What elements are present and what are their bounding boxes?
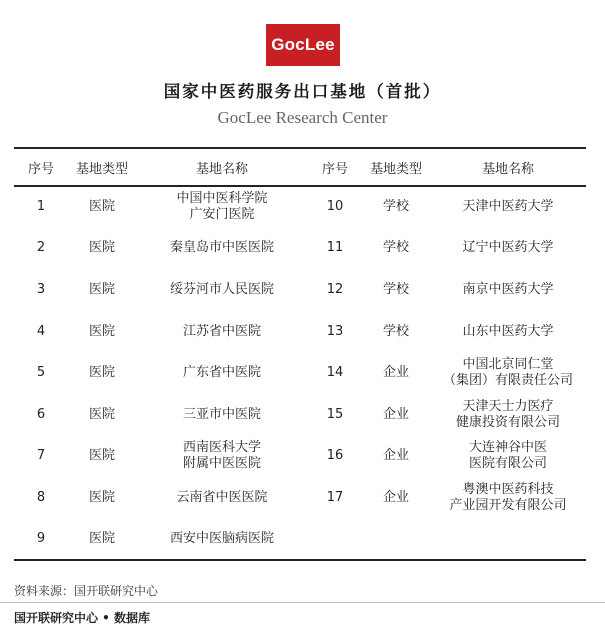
base-table-container bbox=[14, 147, 586, 561]
cell-name: 大连神谷中医 医院有限公司 bbox=[468, 440, 547, 472]
header-name-right: 基地名称 bbox=[430, 148, 586, 186]
cell-type: 学校 bbox=[382, 240, 409, 256]
cell-no: 4 bbox=[36, 323, 46, 339]
cell-type: 医院 bbox=[88, 489, 115, 505]
cell-no: 9 bbox=[14, 519, 68, 561]
footer-divider bbox=[0, 602, 605, 603]
source-note: 资料来源：国开联研究中心 bbox=[14, 584, 159, 598]
cell-name: 粤澳中医药科技 产业园开发有限公司 bbox=[449, 481, 567, 513]
table-row bbox=[14, 269, 586, 311]
header-no-right: 序号 bbox=[308, 148, 362, 186]
cell-name: 西南医科大学 附属中医医院 bbox=[182, 440, 261, 472]
cell-type: 医院 bbox=[88, 281, 115, 297]
cell-name: 广东省中医院 bbox=[182, 365, 261, 381]
cell-type: 企业 bbox=[382, 406, 409, 422]
header-name-left: 基地名称 bbox=[136, 148, 308, 186]
cell-type: 医院 bbox=[68, 519, 136, 561]
cell-name: 三亚市中医院 bbox=[182, 406, 261, 422]
cell-name: 江苏省中医院 bbox=[182, 323, 261, 339]
cell-no: 14 bbox=[326, 365, 344, 381]
table-row bbox=[14, 311, 586, 353]
cell-no: 10 bbox=[326, 199, 344, 215]
table-row bbox=[14, 436, 586, 478]
cell-name: 天津天士力医疗 健康投资有限公司 bbox=[455, 398, 560, 430]
cell-name: 中国北京同仁堂 （集团）有限责任公司 bbox=[442, 357, 573, 389]
cell-type: 医院 bbox=[88, 406, 115, 422]
base-table bbox=[14, 147, 586, 561]
table-row bbox=[14, 228, 586, 270]
cell-no: 17 bbox=[326, 489, 344, 505]
cell-no: 16 bbox=[326, 448, 344, 464]
cell-no: 11 bbox=[326, 240, 344, 256]
cell-no: 8 bbox=[36, 489, 46, 505]
cell-type: 企业 bbox=[382, 448, 409, 464]
cell-name: 南京中医药大学 bbox=[462, 281, 554, 297]
cell-no: 6 bbox=[36, 406, 46, 422]
cell-no: 12 bbox=[326, 281, 344, 297]
cell-type: 学校 bbox=[382, 199, 409, 215]
table-row bbox=[14, 477, 586, 519]
page-title: 国家中医药服务出口基地（首批） bbox=[163, 82, 442, 101]
cell-no: 2 bbox=[36, 240, 46, 256]
cell-no: 15 bbox=[326, 406, 344, 422]
table-row bbox=[14, 186, 586, 228]
header-type-right: 基地类型 bbox=[362, 148, 430, 186]
cell-name: 西安中医脑病医院 bbox=[136, 519, 308, 561]
cell-no bbox=[308, 519, 362, 561]
table-row bbox=[14, 519, 586, 561]
goclee-logo: GocLee bbox=[266, 24, 340, 66]
cell-type: 企业 bbox=[382, 365, 409, 381]
cell-no: 1 bbox=[36, 199, 46, 215]
cell-type: 医院 bbox=[88, 323, 115, 339]
cell-type: 医院 bbox=[88, 199, 115, 215]
cell-no: 13 bbox=[326, 323, 344, 339]
page-subtitle: GocLee Research Center bbox=[217, 108, 388, 127]
header-no-left: 序号 bbox=[14, 148, 68, 186]
footer-label: 国开联研究中心 • 数据库 bbox=[14, 611, 151, 625]
table-row bbox=[14, 352, 586, 394]
cell-type: 医院 bbox=[88, 365, 115, 381]
cell-name: 绥芬河市人民医院 bbox=[169, 281, 274, 297]
cell-type: 学校 bbox=[382, 323, 409, 339]
cell-name: 辽宁中医药大学 bbox=[462, 240, 554, 256]
cell-type: 学校 bbox=[382, 281, 409, 297]
cell-type: 医院 bbox=[88, 448, 115, 464]
cell-no: 5 bbox=[36, 365, 46, 381]
cell-type: 医院 bbox=[88, 240, 115, 256]
table-row bbox=[14, 394, 586, 436]
cell-no: 3 bbox=[36, 281, 46, 297]
table-header-row bbox=[14, 148, 586, 186]
header-type-left: 基地类型 bbox=[68, 148, 136, 186]
cell-type: 企业 bbox=[382, 489, 409, 505]
cell-no: 7 bbox=[36, 448, 46, 464]
cell-name: 秦皇岛市中医医院 bbox=[169, 240, 274, 256]
cell-name bbox=[430, 519, 586, 561]
cell-name: 天津中医药大学 bbox=[462, 199, 554, 215]
cell-name: 山东中医药大学 bbox=[462, 323, 554, 339]
cell-type bbox=[362, 519, 430, 561]
cell-name: 云南省中医医院 bbox=[176, 489, 268, 505]
cell-name: 中国中医科学院 广安门医院 bbox=[176, 191, 268, 223]
